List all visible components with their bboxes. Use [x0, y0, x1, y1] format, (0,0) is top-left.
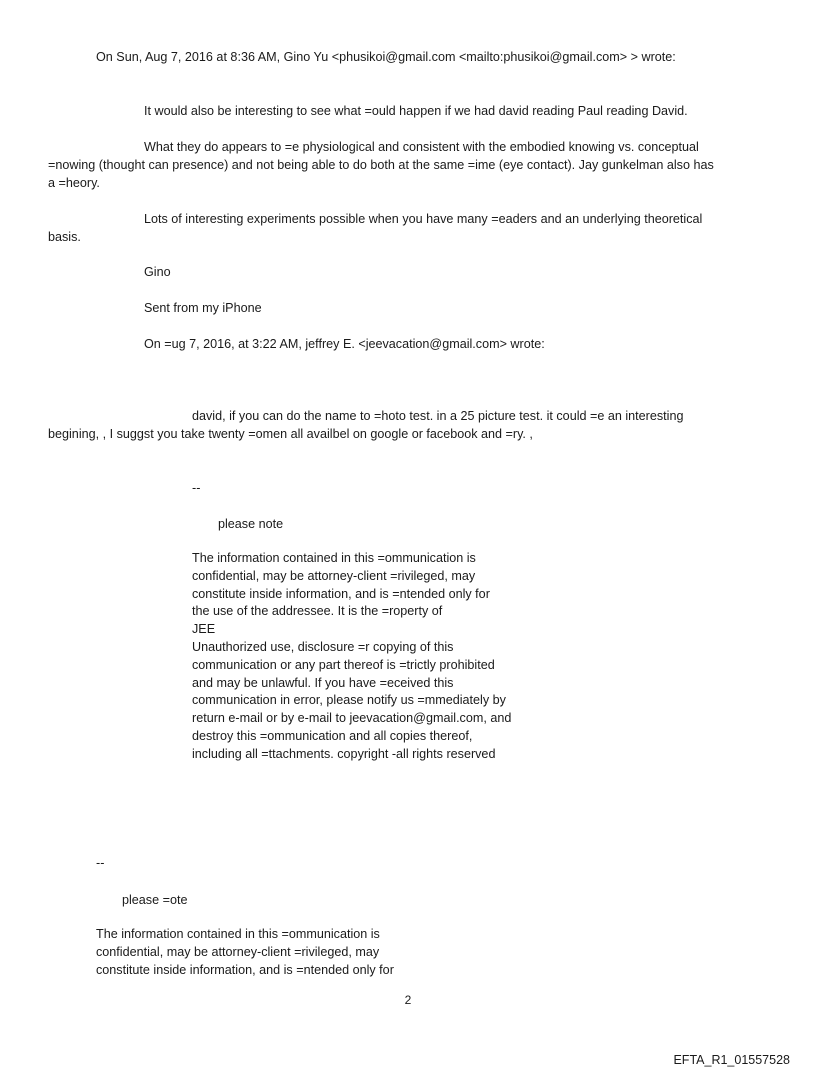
gino-paragraph-3-line-1: Lots of interesting experiments possible when you have many =eaders and an underlying theoretical [144, 212, 703, 226]
gino-paragraph-3-line-2: basis. [48, 230, 81, 244]
document-id: EFTA_R1_01557528 [673, 1053, 790, 1067]
outer-footer-disclaimer [96, 926, 394, 979]
inner-disclaimer-line: destroy this =ommunication and all copies thereof, [192, 728, 473, 743]
inner-disclaimer-line: JEE [192, 622, 216, 637]
inner-disclaimer-line: the use of the addressee. It is the =roperty of [192, 604, 443, 619]
inner-disclaimer-line: and may be unlawful. If you have =eceived this [192, 675, 454, 690]
inner-footer-disclaimer [192, 550, 511, 764]
inner-disclaimer-line: communication in error, please notify us =mmediately by [192, 693, 506, 708]
sent-from-line: Sent from my iPhone [144, 301, 262, 315]
outer-footer-separator: -- [96, 856, 105, 870]
outer-disclaimer-line: The information contained in this =ommunication is [96, 927, 380, 941]
jeffrey-message-line-2: begining, , I suggst you take twenty =omen all availbel on google or facebook and =ry. , [48, 427, 533, 441]
gino-signature: Gino [144, 265, 171, 279]
outer-disclaimer-line: constitute inside information, and is =ntended only for [96, 962, 394, 977]
page-number: 2 [404, 993, 412, 1007]
gino-paragraph-2-line-1: What they do appears to =e physiological and consistent with the embodied knowing vs. conceptual [144, 140, 699, 154]
inner-footer-separator: -- [192, 481, 201, 495]
inner-disclaimer-line: constitute inside information, and is =ntended only for [192, 586, 490, 601]
quoted-email-header: On =ug 7, 2016, at 3:22 AM, jeffrey E. <jeevacation@gmail.com> wrote: [144, 337, 545, 351]
inner-disclaimer-line: confidential, may be attorney-client =rivileged, may [192, 568, 476, 583]
inner-disclaimer-line: return e-mail or by e-mail to jeevacation@gmail.com, and [192, 711, 512, 726]
inner-disclaimer-line: communication or any part thereof is =trictly prohibited [192, 657, 495, 672]
inner-disclaimer-line: The information contained in this =ommunication is [192, 551, 476, 565]
gino-paragraph-1: It would also be interesting to see what =ould happen if we had david reading Paul reading David. [144, 104, 688, 118]
gino-paragraph-2-line-3: a =heory. [48, 176, 100, 190]
inner-footer-note-title: please note [218, 517, 284, 531]
email-header-line: On Sun, Aug 7, 2016 at 8:36 AM, Gino Yu <phusikoi@gmail.com <mailto:phusikoi@gmail.com> > wrote: [96, 50, 676, 64]
outer-footer-note-title: please =ote [122, 893, 188, 907]
inner-disclaimer-line: including all =ttachments. copyright -all rights reserved [192, 746, 496, 761]
inner-disclaimer-line: Unauthorized use, disclosure =r copying of this [192, 639, 454, 654]
jeffrey-message-line-1: david, if you can do the name to =hoto test. in a 25 picture test. it could =e an interesting [192, 409, 684, 423]
outer-disclaimer-line: confidential, may be attorney-client =rivileged, may [96, 944, 380, 959]
gino-paragraph-2-line-2: =nowing (thought can presence) and not being able to do both at the same =ime (eye contact). Jay gunkelman also has [48, 158, 714, 172]
